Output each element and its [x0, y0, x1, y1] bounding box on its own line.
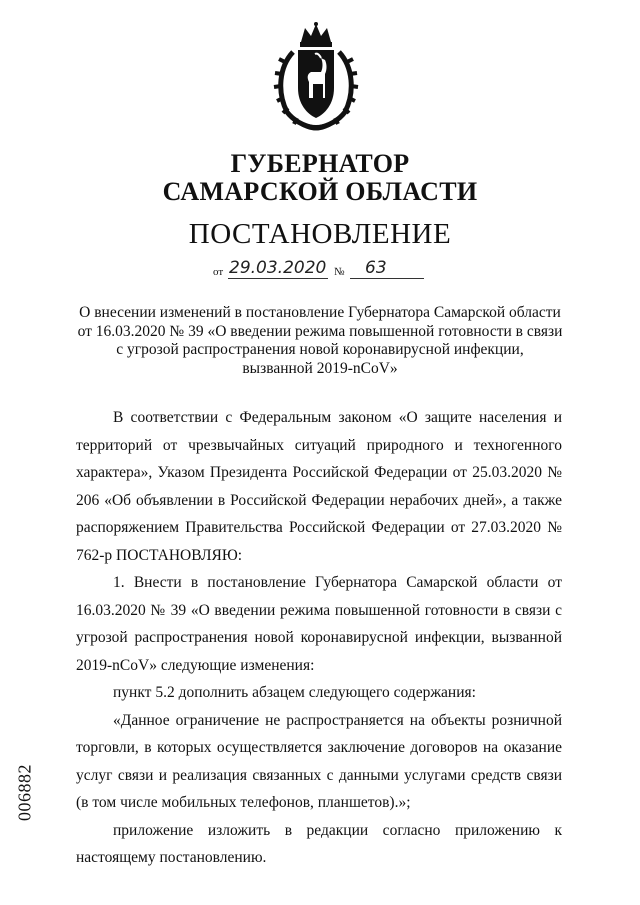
side-registration-number: [14, 748, 36, 838]
subject-line: вызванной 2019-nCoV»: [242, 359, 398, 377]
date-label: от: [213, 266, 224, 278]
handwritten-date: 29.03.2020: [229, 258, 327, 278]
number-label: №: [334, 266, 345, 278]
registration-number-text: 006882: [14, 764, 35, 821]
governor-title: ГУБЕРНАТОР: [230, 149, 410, 178]
number-underline: [350, 278, 424, 279]
paragraph-item-1: 1. Внести в постановление Губернатора Самарской области от 16.03.2020 № 39 «О введении режима повышенной готовности в связи с угрозой распространения новой коронавирусной инфекции, вызванной 2019-nCoV» следующие изменения:: [76, 574, 562, 674]
handwritten-number: 63: [365, 258, 387, 278]
subject-line: с угрозой распространения новой коронавирусной инфекции,: [116, 341, 524, 358]
paragraph-quoted-text: «Данное ограничение не распространяется на объекты розничной торговли, в которых осуществляется заключение договоров на оказание услуг связи и реализация связанных с данными услугами средств связи (в том числе мобильных телефонов, планшетов).»;: [76, 711, 562, 811]
document-body: [76, 404, 562, 872]
document-type: ПОСТАНОВЛЕНИЕ: [188, 218, 452, 250]
paragraph-preamble: В соответствии с Федеральным законом «О защите населения и территорий от чрезвычайных ситуаций природного и техногенного характера», Указом Президента Российской Федерации от 25.03.2020 № 206 «Об объявлении в Российской Федерации нерабочих дней», а также распоряжением Правительства Российской Федерации от 27.03.2020 № 762-р ПОСТАНОВЛЯЮ:: [76, 409, 562, 564]
subject-line: от 16.03.2020 № 39 «О введении режима повышенной готовности в связи: [77, 322, 563, 340]
paragraph-amendment-5-2: пункт 5.2 дополнить абзацем следующего содержания:: [113, 684, 476, 701]
date-number-line: [0, 258, 640, 280]
region-title: САМАРСКОЙ ОБЛАСТИ: [162, 177, 478, 206]
paragraph-appendix: приложение изложить в редакции согласно приложению к настоящему постановлению.: [76, 821, 562, 866]
subject-line: О внесении изменений в постановление Губернатора Самарской области: [79, 304, 561, 321]
samara-coat-of-arms-icon: [271, 22, 361, 134]
date-underline: [228, 278, 328, 279]
document-subject: [60, 304, 580, 378]
